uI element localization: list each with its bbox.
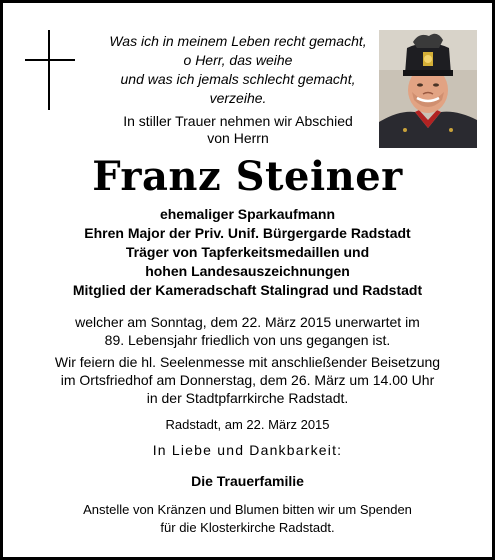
service-line: im Ortsfriedhof am Donnerstag, dem 26. März um 14.00 Uhr	[60, 372, 435, 388]
cross-icon	[25, 30, 75, 110]
deceased-name: Franz Steiner	[92, 153, 403, 200]
donation-request	[3, 501, 492, 537]
deceased-titles	[3, 205, 492, 300]
place-date: Radstadt, am 22. März 2015	[165, 417, 330, 432]
intro-text	[98, 113, 378, 147]
intro-line: In stiller Trauer nehmen wir Abschied	[123, 113, 353, 129]
poem-line: Was ich in meinem Leben recht gemacht,	[109, 33, 367, 49]
request-line: Anstelle von Kränzen und Blumen bitten wir um Spenden	[83, 502, 412, 517]
title-line: ehemaliger Sparkaufmann	[159, 206, 336, 222]
poem-line: und was ich jemals schlecht gemacht,	[120, 71, 356, 87]
title-line: Träger von Tapferkeitsmedaillen und	[125, 244, 370, 260]
poem-verse	[98, 32, 378, 108]
portrait-image	[379, 30, 477, 148]
title-line: hohen Landesauszeichnungen	[145, 263, 350, 279]
death-line: welcher am Sonntag, dem 22. März 2015 unerwartet im	[75, 314, 420, 330]
poem-line: verzeihe.	[209, 90, 267, 106]
death-line: 89. Lebensjahr friedlich von uns gegangen ist.	[104, 332, 391, 348]
closing-phrase: In Liebe und Dankbarkeit:	[152, 442, 343, 458]
poem-line: o Herr, das weihe	[183, 52, 293, 68]
service-line: in der Stadtpfarrkirche Radstadt.	[146, 390, 349, 406]
service-line: Wir feiern die hl. Seelenmesse mit anschließender Beisetzung	[54, 354, 441, 370]
portrait-photo	[379, 30, 477, 148]
family-signature: Die Trauerfamilie	[191, 473, 304, 489]
title-line: Mitglied der Kameradschaft Stalingrad und Radstadt	[72, 282, 423, 298]
intro-line: von Herrn	[207, 130, 269, 146]
request-line: für die Klosterkirche Radstadt.	[160, 520, 335, 535]
title-line: Ehren Major der Priv. Unif. Bürgergarde Radstadt	[84, 225, 411, 241]
death-notice	[3, 313, 492, 407]
